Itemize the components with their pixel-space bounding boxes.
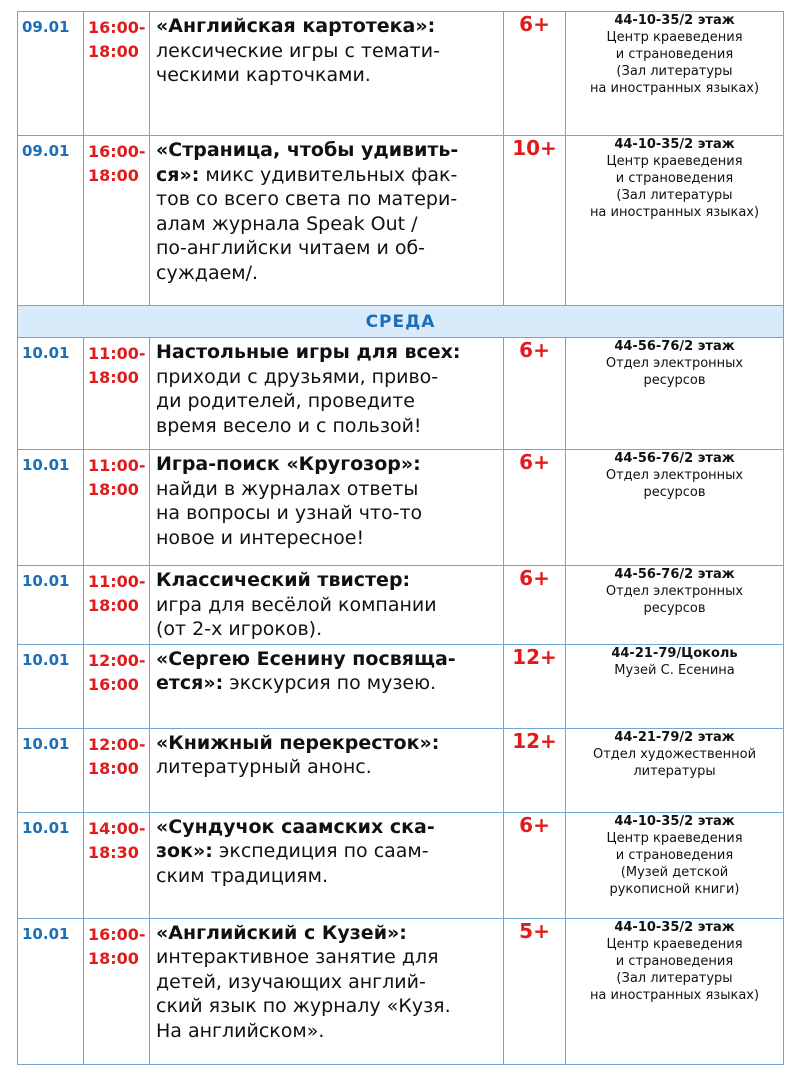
place-phone: 44-10-35/2 этаж: [614, 137, 735, 152]
title-line: [156, 568, 499, 593]
date-cell: [18, 338, 84, 450]
title-rest: экскурсия по музею.: [223, 672, 437, 694]
age-cell: [504, 136, 566, 306]
event-title: [150, 12, 503, 90]
place-cell: [566, 566, 784, 645]
title-bold: Настольные игры для всех:: [156, 341, 461, 363]
title-cell: [150, 918, 504, 1064]
age-cell: [504, 566, 566, 645]
date-cell: [18, 644, 84, 728]
event-title: [150, 450, 503, 552]
age-cell: [504, 644, 566, 728]
time-cell: [84, 728, 150, 812]
title-line: [156, 138, 499, 163]
place-line: (Музей детской: [620, 864, 729, 880]
age-cell: [504, 338, 566, 450]
title-line: ский язык по журналу «Кузя.: [156, 995, 451, 1017]
place-line: Центр краеведения: [606, 30, 743, 45]
place-line: Центр краеведения: [606, 830, 743, 846]
time-cell: [84, 136, 150, 306]
place-line: ресурсов: [643, 373, 706, 388]
time-end: 18:00: [88, 596, 139, 615]
event-place: [566, 136, 783, 221]
date-cell: [18, 450, 84, 566]
time-cell: [84, 918, 150, 1064]
place-line: рукописной книги): [609, 881, 740, 897]
event-row: [18, 12, 784, 136]
time-cell: [84, 566, 150, 645]
event-place: [566, 729, 783, 780]
place-line: на иностранных языках): [589, 81, 760, 96]
event-place: [566, 813, 783, 898]
place-line: Центр краеведения: [606, 154, 743, 169]
age-rating: 10+: [512, 136, 557, 160]
title-line: литературный анонс.: [156, 756, 372, 778]
place-line: ресурсов: [643, 485, 706, 500]
time-cell: [84, 812, 150, 918]
age-rating: 12+: [512, 644, 557, 669]
age-cell: [504, 12, 566, 136]
place-line: Центр краеведения: [606, 936, 743, 952]
event-time: [84, 450, 149, 502]
event-time: [84, 566, 149, 618]
title-line: лексические игры с темати-: [156, 39, 440, 62]
place-phone: 44-10-35/2 этаж: [614, 13, 735, 28]
title-cell: [150, 728, 504, 812]
place-line: на иностранных языках): [589, 205, 760, 220]
title-bold: «Книжный перекресток»:: [156, 731, 440, 754]
time-end: 18:00: [88, 480, 139, 499]
place-line: (Зал литературы: [616, 970, 733, 986]
place-cell: [566, 918, 784, 1064]
event-date: 10.01: [22, 924, 70, 943]
event-row: [18, 450, 784, 566]
title-line: [156, 647, 499, 672]
event-place: [566, 450, 783, 501]
title-cell: [150, 338, 504, 450]
event-date: 09.01: [22, 18, 70, 36]
title-line: на вопросы и узнай что-то: [156, 502, 423, 524]
place-line: (Зал литературы: [616, 188, 733, 203]
place-phone: 44-56-76/2 этаж: [614, 339, 735, 354]
title-line: [156, 731, 499, 756]
time-start: 12:00-: [88, 650, 146, 670]
place-line: (Зал литературы: [616, 64, 733, 79]
title-bold: «Сундучок саамских ска-: [156, 815, 435, 838]
day-header-row: [18, 306, 784, 338]
event-time: [84, 12, 149, 64]
date-cell: [18, 918, 84, 1064]
title-line: [156, 452, 499, 477]
time-end: 18:00: [88, 948, 139, 968]
time-start: 16:00-: [88, 924, 146, 944]
time-end: 18:30: [88, 842, 139, 862]
event-row: [18, 136, 784, 306]
title-line: тов со всего света по матери-: [156, 188, 458, 210]
event-time: [84, 136, 149, 188]
event-date: 10.01: [22, 344, 70, 362]
date-cell: [18, 12, 84, 136]
place-cell: [566, 136, 784, 306]
event-row: [18, 644, 784, 728]
title-line: ским традициям.: [156, 864, 328, 887]
time-cell: [84, 644, 150, 728]
title-line: интерактивное занятие для: [156, 946, 439, 968]
place-cell: [566, 644, 784, 728]
title-rest: микс удивительных фак-: [199, 163, 458, 186]
time-cell: [84, 12, 150, 136]
time-start: 11:00-: [88, 456, 146, 475]
date-cell: [18, 728, 84, 812]
time-start: 16:00-: [88, 18, 146, 37]
place-phone: 44-21-79/2 этаж: [614, 729, 735, 745]
event-place: [566, 919, 783, 1004]
event-title: [150, 919, 503, 1046]
place-line: Отдел электронных: [605, 468, 744, 483]
age-rating: 6+: [519, 450, 550, 474]
place-phone: 44-10-35/2 этаж: [614, 919, 735, 935]
event-time: [84, 813, 149, 865]
title-line: [156, 921, 499, 946]
title-line: детей, изучающих англий-: [156, 970, 426, 993]
event-title: [150, 136, 503, 287]
title-cell: [150, 136, 504, 306]
place-line: на иностранных языках): [589, 987, 760, 1003]
title-bold: «Страница, чтобы удивить-: [156, 139, 459, 161]
event-time: [84, 729, 149, 781]
place-line: Отдел электронных: [605, 356, 744, 371]
event-place: [566, 645, 783, 679]
title-line: найди в журналах ответы: [156, 477, 419, 500]
age-rating: 6+: [519, 812, 550, 837]
time-start: 16:00-: [88, 142, 146, 161]
event-row: [18, 918, 784, 1064]
title-cell: [150, 566, 504, 645]
title-cell: [150, 644, 504, 728]
date-cell: [18, 812, 84, 918]
event-date: 10.01: [22, 650, 70, 669]
age-rating: 6+: [519, 566, 550, 590]
title-bold: Классический твистер:: [156, 569, 411, 591]
title-line: (от 2-х игроков).: [156, 618, 323, 640]
age-rating: 6+: [519, 12, 550, 36]
event-date: 10.01: [22, 818, 70, 837]
schedule-table: [17, 11, 784, 1065]
day-header-cell: [18, 306, 784, 338]
time-start: 14:00-: [88, 818, 146, 838]
place-cell: [566, 812, 784, 918]
age-cell: [504, 450, 566, 566]
age-cell: [504, 918, 566, 1064]
event-time: [84, 919, 149, 971]
event-title: [150, 813, 503, 891]
title-bold: ется»:: [156, 672, 224, 694]
title-bold: «Сергею Есенину посвяща-: [156, 647, 456, 670]
event-row: [18, 338, 784, 450]
place-phone: 44-56-76/2 этаж: [614, 567, 735, 582]
place-cell: [566, 338, 784, 450]
title-bold: «Английский с Кузей»:: [156, 921, 407, 944]
age-cell: [504, 812, 566, 918]
place-line: литературы: [633, 763, 716, 779]
place-phone: 44-10-35/2 этаж: [614, 813, 735, 829]
place-line: и страноведения: [615, 953, 734, 969]
title-cell: [150, 450, 504, 566]
title-line: На английском».: [156, 1019, 325, 1042]
place-line: Музей С. Есенина: [614, 662, 735, 678]
age-rating: 6+: [519, 338, 550, 362]
time-end: 18:00: [88, 758, 139, 778]
title-line: по-английски читаем и об-: [156, 237, 426, 259]
title-line: [156, 671, 499, 696]
time-start: 12:00-: [88, 734, 146, 754]
age-cell: [504, 728, 566, 812]
title-line: [156, 14, 499, 39]
place-line: и страноведения: [615, 847, 734, 863]
title-line: [156, 815, 499, 840]
time-cell: [84, 450, 150, 566]
place-line: Отдел электронных: [605, 584, 744, 599]
title-cell: [150, 12, 504, 136]
title-bold: ся»:: [156, 163, 200, 186]
age-rating: 5+: [519, 918, 550, 943]
title-line: время весело и с пользой!: [156, 414, 422, 437]
title-cell: [150, 812, 504, 918]
time-cell: [84, 338, 150, 450]
title-line: алам журнала Speak Out /: [156, 212, 418, 235]
event-date: 10.01: [22, 456, 70, 474]
place-cell: [566, 728, 784, 812]
day-name: СРЕДА: [365, 311, 436, 332]
title-line: [156, 163, 499, 188]
title-line: ди родителей, проведите: [156, 390, 415, 412]
time-end: 18:00: [88, 166, 139, 185]
event-time: [84, 645, 149, 697]
date-cell: [18, 136, 84, 306]
title-rest: экспедиция по саам-: [212, 840, 429, 862]
event-place: [566, 338, 783, 389]
event-place: [566, 566, 783, 617]
title-bold: Игра-поиск «Кругозор»:: [156, 453, 421, 475]
event-date: 09.01: [22, 142, 70, 160]
title-bold: зок»:: [156, 840, 213, 862]
event-title: [150, 645, 503, 698]
title-line: приходи с друзьями, приво-: [156, 365, 439, 388]
title-line: игра для весёлой компании: [156, 593, 437, 616]
event-place: [566, 12, 783, 97]
title-line: новое и интересное!: [156, 526, 365, 549]
place-phone: 44-56-76/2 этаж: [614, 451, 735, 466]
date-cell: [18, 566, 84, 645]
event-title: [150, 729, 503, 782]
place-line: и страноведения: [615, 47, 734, 62]
event-row: [18, 812, 784, 918]
event-time: [84, 338, 149, 390]
title-line: суждаем/.: [156, 261, 259, 284]
event-row: [18, 566, 784, 645]
place-line: Отдел художественной: [592, 746, 757, 762]
event-date: 10.01: [22, 734, 70, 753]
title-line: ческими карточками.: [156, 64, 371, 86]
event-date: 10.01: [22, 572, 70, 590]
time-end: 18:00: [88, 42, 139, 61]
age-rating: 12+: [512, 728, 557, 753]
time-start: 11:00-: [88, 572, 146, 591]
title-line: [156, 340, 499, 365]
event-title: [150, 566, 503, 644]
title-bold: «Английская картотека»:: [156, 15, 436, 37]
place-cell: [566, 12, 784, 136]
event-title: [150, 338, 503, 440]
time-start: 11:00-: [88, 344, 146, 363]
time-end: 16:00: [88, 674, 139, 694]
event-row: [18, 728, 784, 812]
place-line: ресурсов: [643, 601, 706, 616]
title-line: [156, 839, 499, 864]
place-line: и страноведения: [615, 171, 734, 186]
place-cell: [566, 450, 784, 566]
time-end: 18:00: [88, 368, 139, 387]
place-phone: 44-21-79/Цоколь: [611, 645, 738, 661]
